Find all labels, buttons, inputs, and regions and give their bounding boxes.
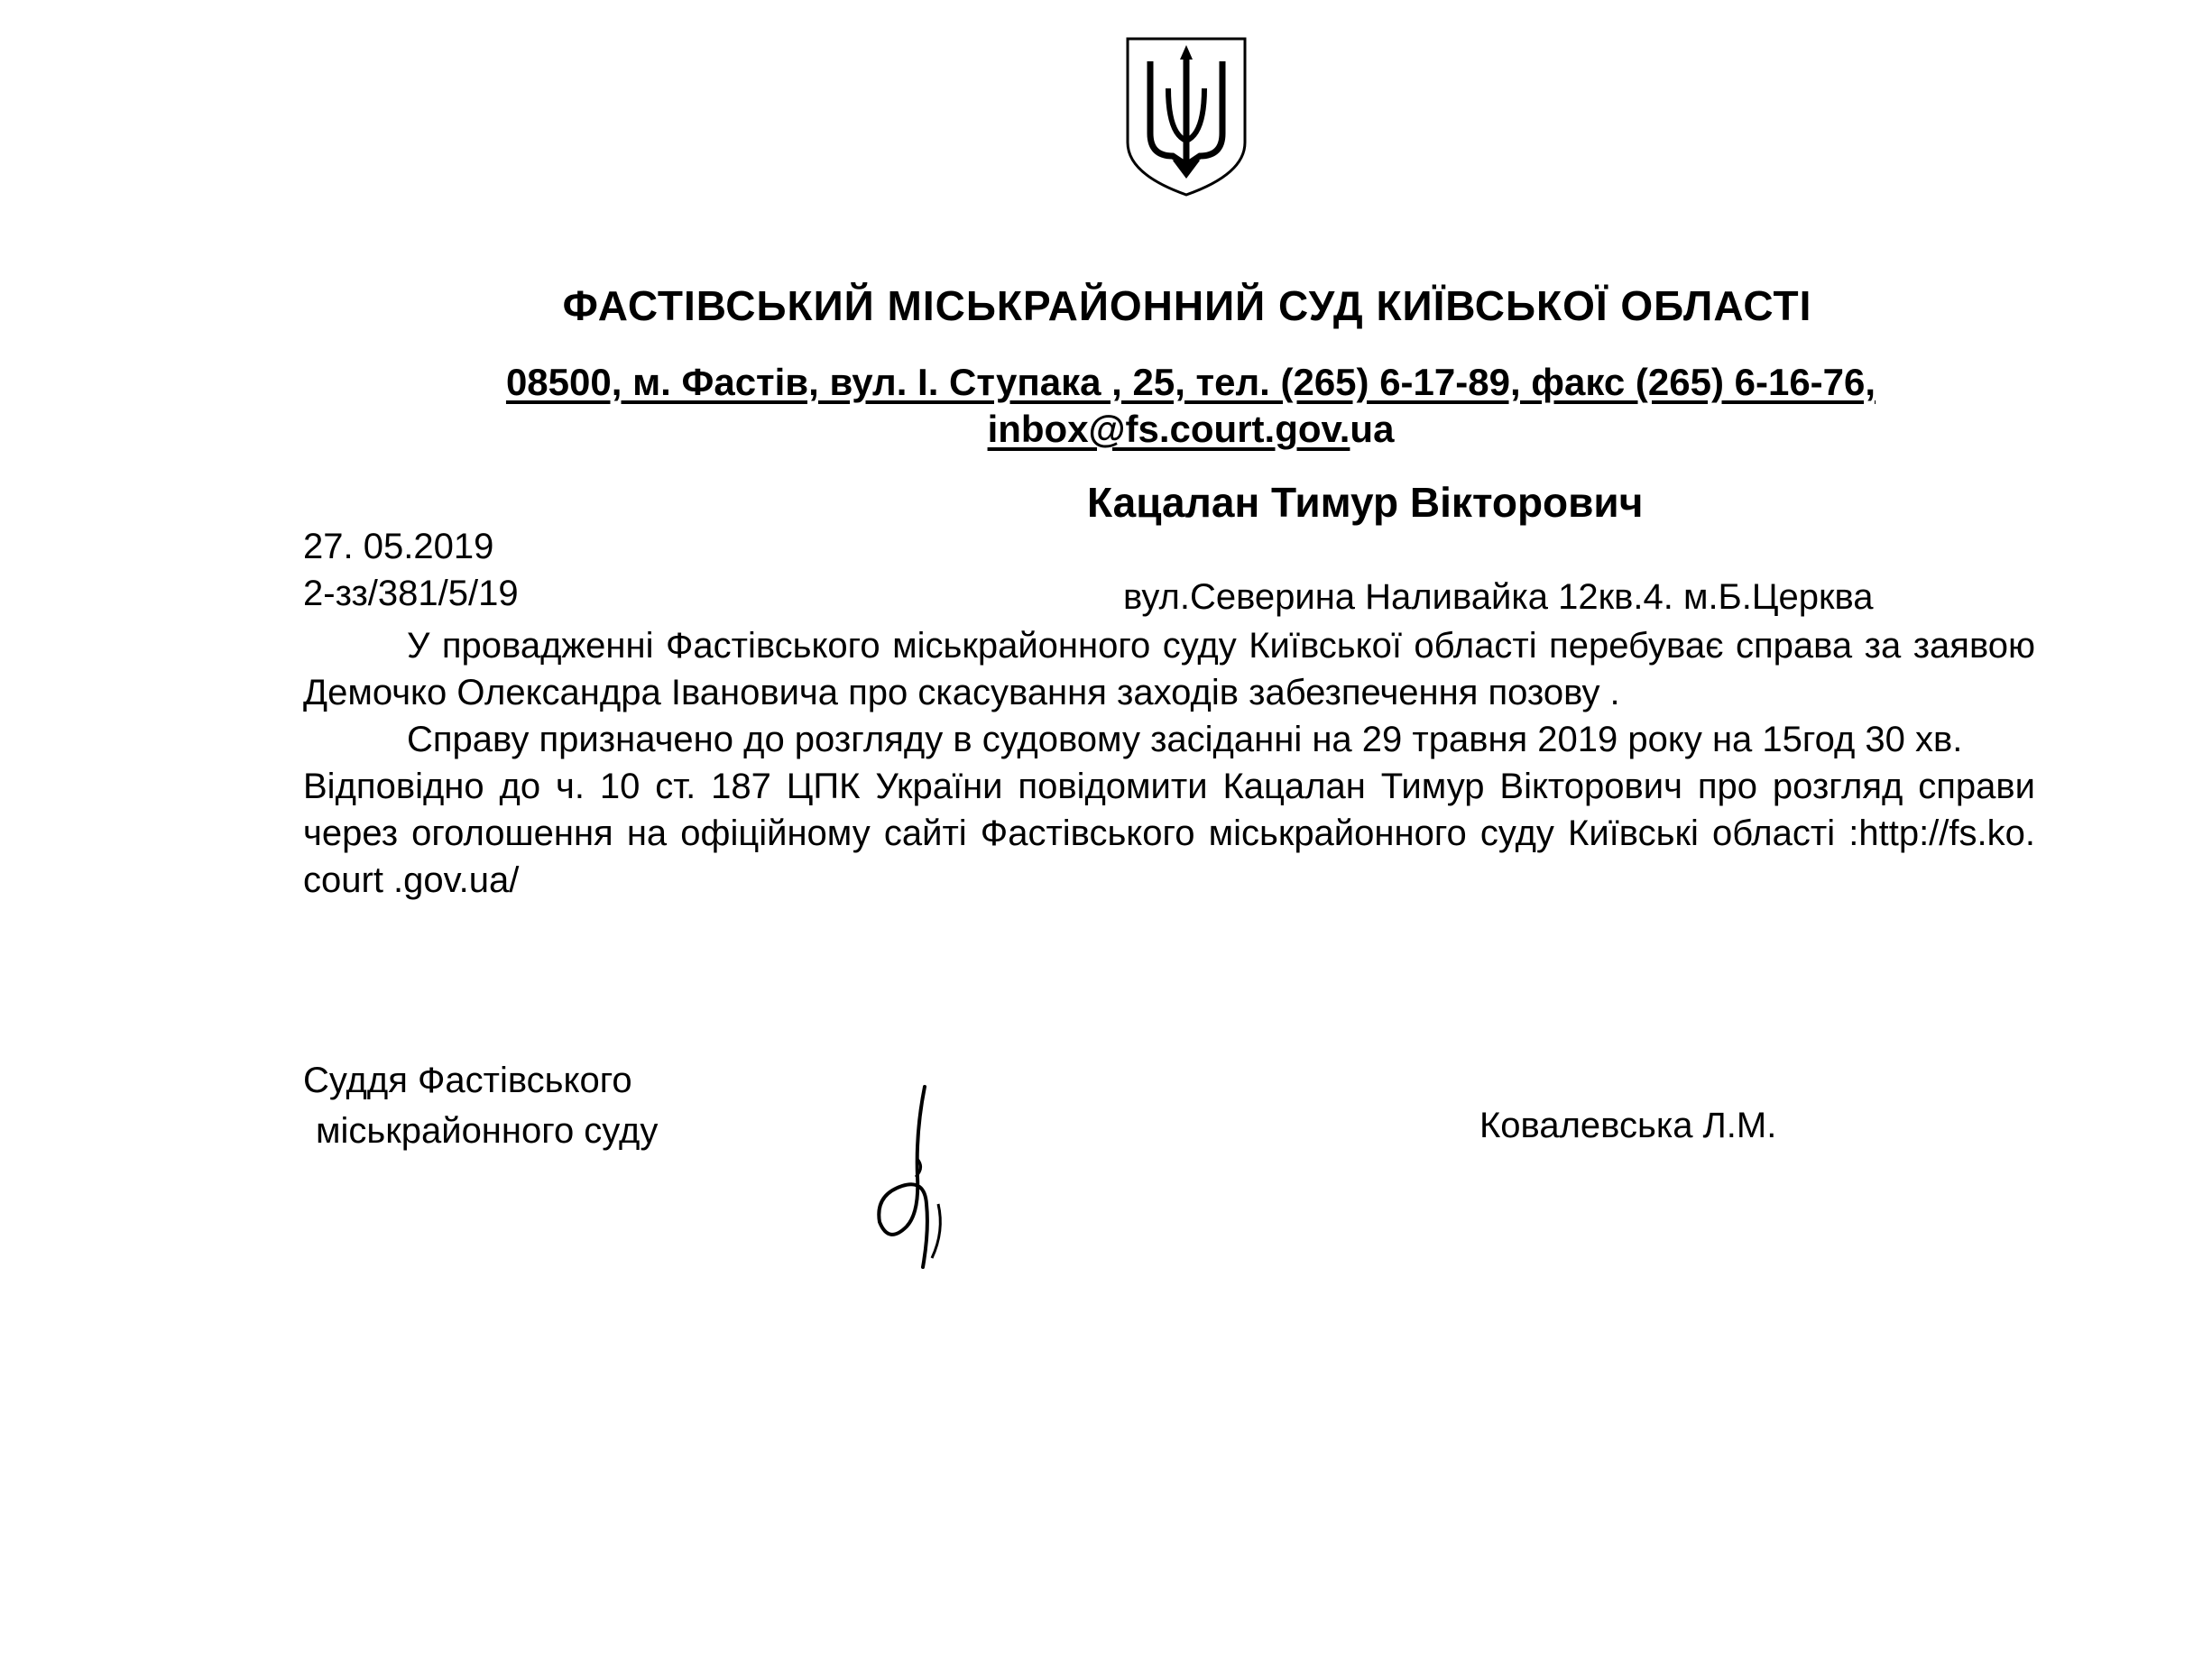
judge-title	[303, 1055, 658, 1156]
court-address	[424, 359, 1958, 453]
judge-title-line1: Суддя Фастівського	[303, 1061, 632, 1100]
recipient-address: вул.Северина Наливайка 12кв.4. м.Б.Церква	[1123, 577, 1874, 617]
court-email: inbox@fs.court.gov.	[987, 408, 1350, 450]
paragraph-hearing: Справу призначено до розгляду в судовому засіданні на 29 травня 2019 року на 15год 30 хв.	[407, 720, 1963, 759]
notice-body	[303, 622, 2035, 904]
document-date: 27. 05.2019	[303, 527, 494, 566]
address-line: 08500, м. Фастів, вул. І. Ступака , 25, тел. (265) 6-17-89, факс (265) 6-16-76,	[505, 361, 1876, 403]
trident-coat-of-arms-icon	[1119, 34, 1254, 197]
paragraph-notification: Відповідно до ч. 10 ст. 187 ЦПК України повідомити Кацалан Тимур Вікторович про розгляд справи через оголошення на офіційному сайті Фастівського міськрайонного суду Київські області :http://fs.ko. court .gov.ua/	[303, 767, 2035, 900]
court-email-tail: ua	[1350, 408, 1395, 450]
judge-title-line2: міськрайонного суду	[316, 1111, 659, 1151]
court-name: ФАСТІВСЬКИЙ МІСЬКРАЙОННИЙ СУД КИЇВСЬКОЇ ОБЛАСТІ	[562, 282, 1812, 329]
judge-name: Ковалевська Л.М.	[1479, 1106, 1777, 1145]
case-number: 2-зз/381/5/19	[303, 574, 519, 613]
recipient-name: Кацалан Тимур Вікторович	[1087, 479, 1644, 526]
paragraph-case: У провадженні Фастівського міськрайонного суду Київської області перебуває справа за заявою Демочко Олександра Івановича про скасування заходів забезпечення позову .	[303, 626, 2035, 712]
handwritten-signature	[862, 1078, 970, 1285]
